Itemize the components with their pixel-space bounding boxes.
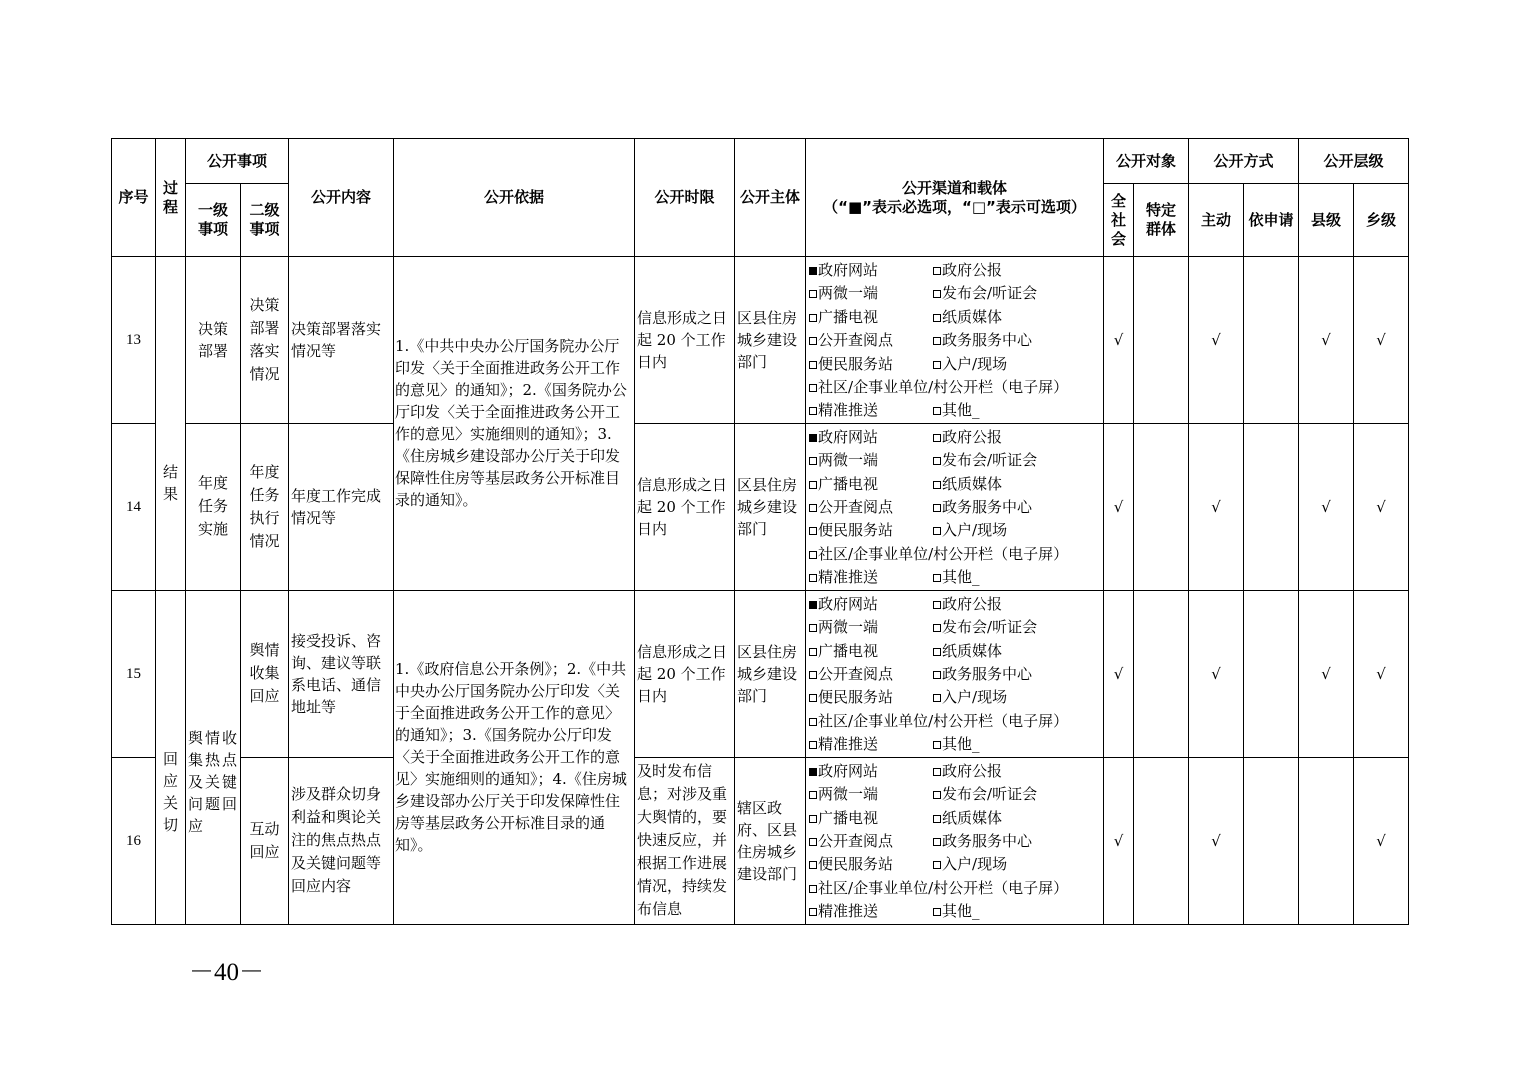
optional-box-icon [809,648,817,656]
optional-box-icon [809,290,817,298]
level-township-check: √ [1354,257,1409,424]
subject-cell: 区县住房城乡建设部门 [735,423,806,590]
method-active-check: √ [1189,757,1244,924]
channel-line [809,807,1103,830]
target-specific-check [1134,590,1189,757]
channel-option [933,308,1002,326]
channel-label: 精准推送 [818,902,879,921]
method-request-check [1244,423,1299,590]
optional-box-icon [933,457,941,465]
optional-box-icon [933,434,941,442]
channel-line [809,426,1103,449]
method-request-check [1244,257,1299,424]
channel-option [933,595,1002,613]
channel-option [933,785,1037,803]
header-seq: 序号 [112,139,156,257]
channel-option [933,521,1007,539]
channel-option [933,284,1037,302]
channel-label: 精准推送 [818,735,879,754]
method-request-check [1244,590,1299,757]
target-specific-check [1134,757,1189,924]
optional-box-icon [933,527,941,535]
channel-line [809,282,1103,305]
channel-line [809,830,1103,853]
header-target-specific: 特定群体 [1134,184,1189,257]
header-channels-title: 公开渠道和载体 [902,178,1008,197]
channel-option [809,853,933,875]
row-seq: 13 [112,257,156,424]
channel-option [933,355,1007,373]
channel-label: 入户/现场 [942,354,1008,373]
channel-option [809,733,933,755]
channel-line [809,519,1103,542]
optional-box-icon [933,601,941,609]
channel-label: 入户/现场 [942,855,1008,874]
page-number: －40－ [189,959,265,986]
level2-item: 互动回应 [241,757,289,924]
channel-line [809,783,1103,806]
level-township-check: √ [1354,590,1409,757]
optional-box-icon [933,407,941,415]
channel-label: 精准推送 [818,568,879,587]
optional-box-icon [933,671,941,679]
channel-option [809,712,1068,730]
subject-cell: 辖区政府、区县住房城乡建设部门 [735,757,806,924]
channel-option [809,282,933,304]
channel-line [809,686,1103,709]
channel-label: 社区/企事业单位/村公开栏（电子屏） [818,711,1069,730]
subject-cell: 区县住房城乡建设部门 [735,590,806,757]
channel-option [933,331,1032,349]
channel-option [933,762,1002,780]
channel-option [933,428,1002,446]
optional-box-icon [933,694,941,702]
optional-box-icon [809,861,817,869]
channel-label: 政府网站 [818,427,879,446]
level1-response: 舆情收集热点及关键问题回应 [186,590,241,924]
channel-option [809,496,933,518]
level-county-check: √ [1299,257,1354,424]
channel-line [809,543,1103,566]
required-box-icon [809,768,817,776]
channel-option [933,735,980,753]
channel-option [933,665,1032,683]
channel-option [933,401,980,419]
optional-box-icon [933,815,941,823]
level2-item: 舆情收集回应 [241,590,289,757]
disclosure-catalog-table [111,138,1409,925]
channel-label: 社区/企事业单位/村公开栏（电子屏） [818,878,1069,897]
optional-box-icon [933,361,941,369]
channel-line [809,900,1103,923]
optional-box-icon [809,741,817,749]
channel-line [809,663,1103,686]
level2-item: 决策部署落实情况 [241,257,289,424]
time-limit-cell: 信息形成之日起 20 个工作日内 [635,590,735,757]
basis-result: 1.《中共中央办公厅国务院办公厅印发〈关于全面推进政务公开工作的意见〉的通知》；2.《国务院办公厅印发〈关于全面推进政务公开工作的意见〉实施细则的通知》；3.《住房城乡建设部办公厅关于印发保障性住房等基层政务公开标准目录的通知》。 [394,257,635,591]
optional-box-icon [933,267,941,275]
channel-option [809,686,933,708]
optional-box-icon [809,624,817,632]
table-row [112,423,1409,590]
optional-box-icon [933,624,941,632]
row-seq: 16 [112,757,156,924]
channel-line [809,306,1103,329]
method-request-check [1244,757,1299,924]
channel-option [933,261,1002,279]
header-content: 公开内容 [289,139,394,257]
optional-box-icon [933,481,941,489]
channel-option [809,566,933,588]
optional-box-icon [933,504,941,512]
channel-label: 公开查阅点 [818,331,894,350]
time-limit-cell: 及时发布信息；对涉及重大舆情的，要快速反应，并根据工作进展情况，持续发布信息 [635,757,735,924]
channel-option [809,807,933,829]
optional-box-icon [809,527,817,535]
channel-label: 入户/现场 [942,688,1008,707]
channel-label: 纸质媒体 [942,474,1003,493]
level2-lead: 年度 [249,462,280,481]
channel-label: 公开查阅点 [818,664,894,683]
channel-label: 政务服务中心 [942,831,1033,850]
content-cell: 年度工作完成情况等 [289,423,394,590]
channel-option [933,688,1007,706]
channel-option [933,832,1032,850]
channels-cell [806,257,1104,424]
channel-line [809,640,1103,663]
basis-response: 1.《政府信息公开条例》；2.《中共中央办公厅国务院办公厅印发〈关于全面推进政务公开工作的意见〉的通知》；3.《国务院办公厅印发〈关于全面推进政务公开工作的意见〉实施细则的通知》；4.《住房城乡建设部办公厅关于印发保障性住房等基层政务公开标准目录的通知》。 [394,590,635,924]
header-channels-note: （“■”表示必选项，“□”表示可选项） [823,197,1086,216]
level2-item [241,423,289,590]
channel-line [809,353,1103,376]
optional-box-icon [809,908,817,916]
channel-option [809,259,933,281]
optional-box-icon [809,694,817,702]
time-limit-cell: 信息形成之日起 20 个工作日内 [635,257,735,424]
optional-box-icon [809,361,817,369]
channel-label: 政务服务中心 [942,497,1033,516]
channel-line [809,853,1103,876]
optional-box-icon [933,648,941,656]
channel-label: 公开查阅点 [818,831,894,850]
header-target-group: 公开对象 [1104,139,1189,184]
optional-box-icon [809,481,817,489]
channel-option [809,879,1068,897]
optional-box-icon [933,337,941,345]
channel-option [809,663,933,685]
target-all-check: √ [1104,423,1134,590]
channel-label: 政务服务中心 [942,664,1033,683]
header-time-limit: 公开时限 [635,139,735,257]
channel-label: 政府网站 [818,761,879,780]
table-row [112,757,1409,924]
channel-label: 广播电视 [818,808,879,827]
optional-box-icon [809,671,817,679]
channel-label: 政府公报 [942,594,1003,613]
content-cell: 决策部署落实情况等 [289,257,394,424]
header-level1: 一级事项 [186,184,241,257]
optional-box-icon [933,290,941,298]
target-all-check: √ [1104,590,1134,757]
channel-option [933,642,1002,660]
channel-label: 政府公报 [942,427,1003,446]
subject-cell: 区县住房城乡建设部门 [735,257,806,424]
channel-label: 便民服务站 [818,855,894,874]
channel-label: 两微一端 [818,785,879,804]
channel-line [809,473,1103,496]
time-limit-cell: 信息形成之日起 20 个工作日内 [635,423,735,590]
header-level-township: 乡级 [1354,184,1409,257]
optional-box-icon [933,791,941,799]
channel-line [809,399,1103,422]
channel-option [809,519,933,541]
channel-label: 其他_ [942,401,980,420]
channel-label: 其他_ [942,902,980,921]
channel-label: 两微一端 [818,618,879,637]
channel-line [809,449,1103,472]
channel-option [809,783,933,805]
channel-option [933,855,1007,873]
channel-line [809,566,1103,589]
row-seq: 14 [112,423,156,590]
level-county-check: √ [1299,590,1354,757]
required-box-icon [809,434,817,442]
channel-option [933,618,1037,636]
optional-box-icon [809,407,817,415]
process-response: 回应关切 [156,590,186,924]
channel-label: 广播电视 [818,307,879,326]
header-level2: 二级事项 [241,184,289,257]
header-method-active: 主动 [1189,184,1244,257]
channel-line [809,733,1103,756]
optional-box-icon [933,314,941,322]
level-county-check [1299,757,1354,924]
channel-option [809,640,933,662]
method-active-check: √ [1189,423,1244,590]
channel-line [809,593,1103,616]
channel-label: 社区/企事业单位/村公开栏（电子屏） [818,377,1069,396]
level2-rest: 任务执行情况 [249,485,280,550]
channel-label: 公开查阅点 [818,497,894,516]
channel-label: 广播电视 [818,641,879,660]
channel-label: 发布会/听证会 [942,618,1038,637]
channel-label: 便民服务站 [818,354,894,373]
optional-box-icon [809,314,817,322]
channels-cell [806,423,1104,590]
channel-label: 社区/企事业单位/村公开栏（电子屏） [818,544,1069,563]
optional-box-icon [933,908,941,916]
header-method-request: 依申请 [1244,184,1299,257]
channels-cell [806,590,1104,757]
channel-option [809,545,1068,563]
channel-option [809,616,933,638]
channel-option [809,449,933,471]
header-method-group: 公开方式 [1189,139,1299,184]
optional-box-icon [809,457,817,465]
header-basis: 公开依据 [394,139,635,257]
channel-label: 政府公报 [942,761,1003,780]
channel-label: 政府网站 [818,261,879,279]
level-county-check: √ [1299,423,1354,590]
content-cell: 涉及群众切身利益和舆论关注的焦点热点及关键问题等回应内容 [289,757,394,924]
target-all-check: √ [1104,257,1134,424]
channel-label: 精准推送 [818,401,879,420]
channel-label: 政务服务中心 [942,331,1033,350]
channel-option [809,306,933,328]
optional-box-icon [809,885,817,893]
channel-label: 发布会/听证会 [942,284,1038,303]
channel-label: 纸质媒体 [942,808,1003,827]
optional-box-icon [809,337,817,345]
content-cell: 接受投诉、咨询、建议等联系电话、通信地址等 [289,590,394,757]
channel-option [809,760,933,782]
optional-box-icon [933,574,941,582]
header-process: 过程 [156,139,186,257]
channel-line [809,496,1103,519]
channel-option [809,900,933,922]
channel-option [933,809,1002,827]
level1-decision: 决策部署 [186,257,241,424]
optional-box-icon [933,861,941,869]
target-all-check: √ [1104,757,1134,924]
header-level-group: 公开层级 [1299,139,1409,184]
channel-line [809,616,1103,639]
channels-cell [806,757,1104,924]
channel-label: 两微一端 [818,451,879,470]
channel-option [809,329,933,351]
channel-option [809,378,1068,396]
optional-box-icon [809,574,817,582]
channel-option [933,475,1002,493]
channel-option [933,902,980,920]
process-result: 结果 [156,257,186,591]
channel-label: 纸质媒体 [942,307,1003,326]
channel-line [809,376,1103,399]
optional-box-icon [933,741,941,749]
channel-label: 其他_ [942,568,980,587]
channel-label: 入户/现场 [942,521,1008,540]
channel-option [809,473,933,495]
optional-box-icon [809,718,817,726]
optional-box-icon [933,768,941,776]
channel-option [809,426,933,448]
target-specific-check [1134,423,1189,590]
required-box-icon [809,601,817,609]
channel-label: 两微一端 [818,284,879,303]
channel-label: 政府公报 [942,261,1003,279]
channel-label: 广播电视 [818,474,879,493]
header-subject: 公开主体 [735,139,806,257]
channel-option [809,353,933,375]
level-township-check: √ [1354,757,1409,924]
channel-label: 纸质媒体 [942,641,1003,660]
channel-label: 政府网站 [818,594,879,613]
optional-box-icon [933,838,941,846]
optional-box-icon [809,504,817,512]
optional-box-icon [809,551,817,559]
target-specific-check [1134,257,1189,424]
optional-box-icon [809,815,817,823]
channel-option [809,593,933,615]
channel-option [933,451,1037,469]
optional-box-icon [809,791,817,799]
channel-option [809,399,933,421]
row-seq: 15 [112,590,156,757]
channel-line [809,760,1103,783]
optional-box-icon [809,838,817,846]
optional-box-icon [809,384,817,392]
header-target-all: 全社会 [1104,184,1134,257]
header-channels [806,139,1104,257]
channel-line [809,259,1103,282]
channel-label: 便民服务站 [818,521,894,540]
channel-option [809,830,933,852]
channel-line [809,877,1103,900]
channel-line [809,710,1103,733]
channel-label: 便民服务站 [818,688,894,707]
header-item-group: 公开事项 [186,139,289,184]
channel-option [933,568,980,586]
channel-label: 其他_ [942,735,980,754]
required-box-icon [809,267,817,275]
channel-label: 发布会/听证会 [942,785,1038,804]
table-row [112,590,1409,757]
table-row [112,257,1409,424]
method-active-check: √ [1189,590,1244,757]
channel-option [933,498,1032,516]
channel-label: 发布会/听证会 [942,451,1038,470]
method-active-check: √ [1189,257,1244,424]
header-level-county: 县级 [1299,184,1354,257]
level-township-check: √ [1354,423,1409,590]
channel-line [809,329,1103,352]
level1-annual: 年度任务实施 [186,423,241,590]
